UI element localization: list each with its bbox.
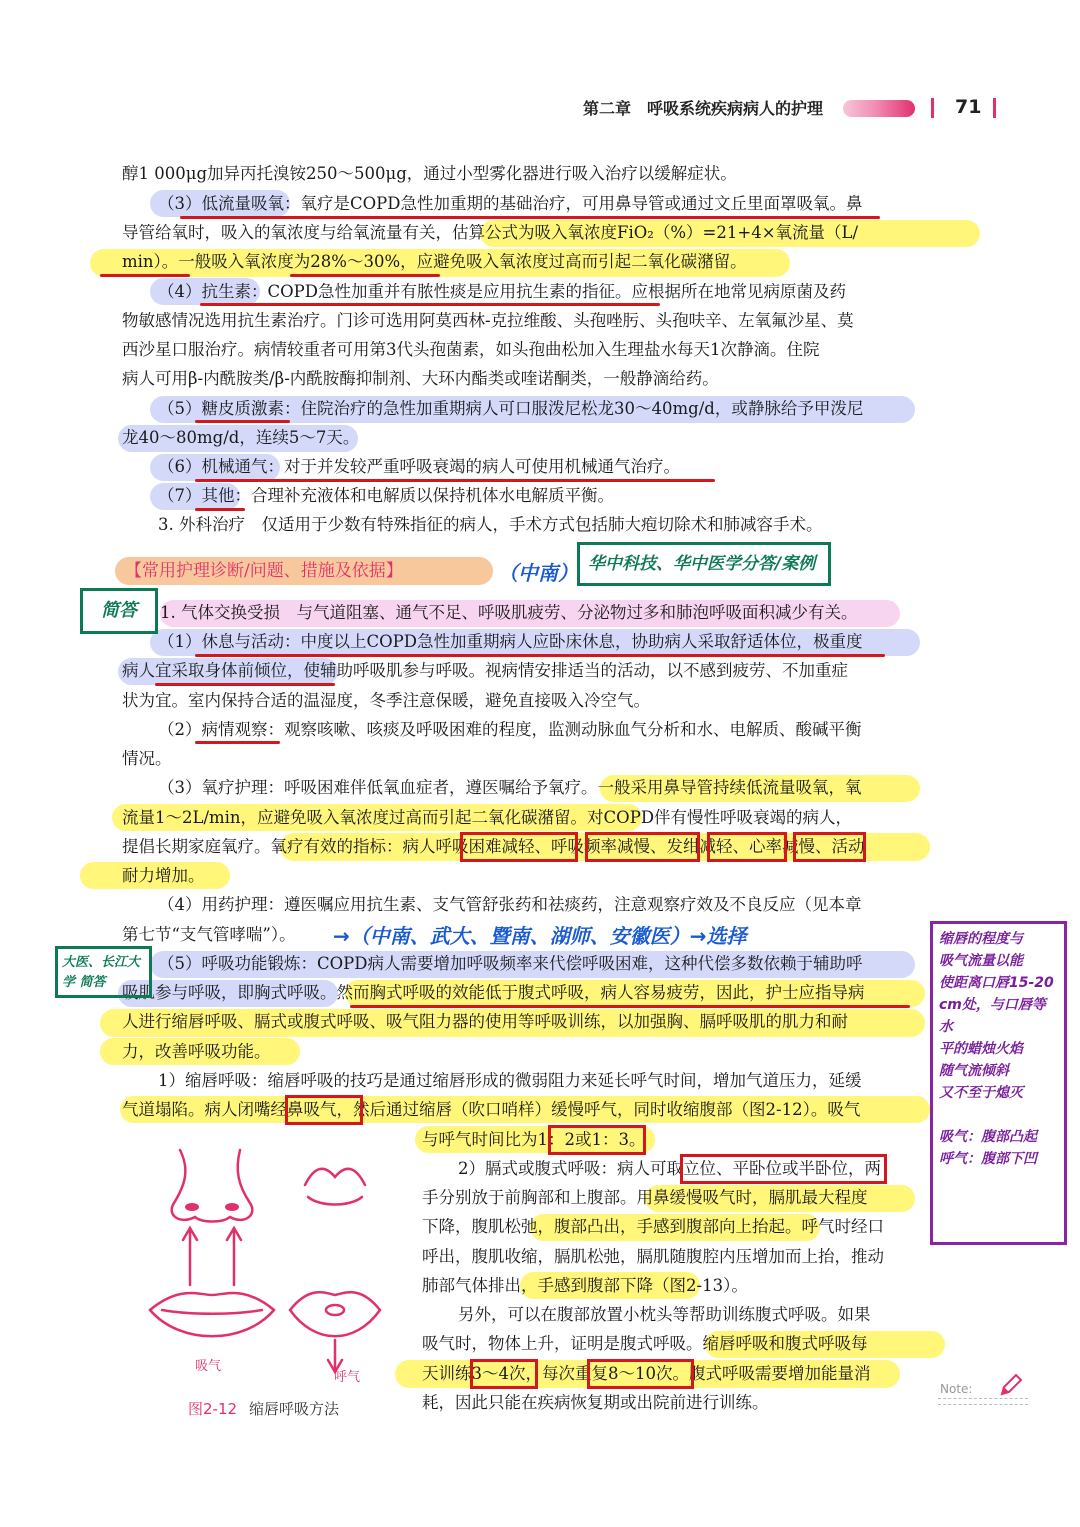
red-underline — [200, 303, 660, 306]
red-underline — [100, 274, 190, 277]
figure-number: 图2-12 — [188, 1400, 238, 1418]
red-underline — [195, 654, 885, 657]
figure-label-inhale: 吸气 — [195, 1359, 222, 1374]
text-line: 下降，腹肌松弛，腹部凸出，手感到腹部向上抬起。呼气时经口 — [422, 1217, 884, 1236]
text-line: 第七节“支气管哮喘”）。 — [122, 925, 296, 944]
text-line: 与呼气时间比为1：2或1：3。 — [422, 1130, 646, 1149]
text-line: （5）呼吸功能锻炼：COPD病人需要增加呼吸频率来代偿呼吸困难，这种代偿多数依赖于辅助呼 — [158, 954, 863, 973]
text-line: （5）糖皮质激素：住院治疗的急性加重期病人可口服泼尼松龙30～40mg/d，或静脉给予甲泼尼 — [158, 399, 864, 418]
red-box — [793, 832, 866, 862]
text-line: （4）抗生素：COPD急性加重并有脓性痰是应用抗生素的指征。应根据所在地常见病原菌及药 — [158, 282, 846, 301]
red-box — [587, 1359, 694, 1389]
red-box — [470, 1359, 538, 1389]
red-box — [680, 1154, 887, 1184]
text-line: 流量1～2L/min，应避免吸入氧浓度过高而引起二氧化碳潴留。对COPD伴有慢性呼吸衰竭的病人， — [122, 808, 853, 827]
header-decor-bar — [843, 100, 915, 117]
text-line: 人进行缩唇呼吸、膈式或腹式呼吸、吸气阻力器的使用等呼吸训练，以加强胸、膈呼吸肌的肌力和耐 — [122, 1012, 848, 1031]
text-line: 情况。 — [122, 749, 172, 768]
text-line: min）。一般吸入氧浓度为28%～30%，应避免吸入氧浓度过高而引起二氧化碳潴留。 — [122, 252, 747, 271]
red-box — [285, 1095, 363, 1125]
green-note-box: 大医、长江大学 简答 — [55, 946, 152, 998]
red-underline — [195, 741, 280, 744]
page-number: 71 — [955, 96, 982, 118]
chapter-header: 第二章 呼吸系统疾病病人的护理 — [583, 99, 824, 118]
red-box — [707, 832, 787, 862]
text-line: 另外，可以在腹部放置小枕头等帮助训练腹式呼吸。如果 — [458, 1305, 871, 1324]
text-line: 导管给氧时，吸入的氧浓度与给氧流量有关，估算公式为吸入氧浓度FiO₂（%）=21+4×氧流量（L/ — [122, 223, 859, 242]
green-note-box: 简答 — [80, 588, 158, 634]
text-line: （4）用药护理：遵医嘱应用抗生素、支气管舒张药和祛痰药，注意观察疗效及不良反应（见本章 — [158, 895, 862, 914]
text-line: 天训练3～4次，每次重复8～10次。腹式呼吸需要增加能量消 — [422, 1364, 871, 1383]
text-line: （2）病情观察：观察咳嗽、咳痰及呼吸困难的程度，监测动脉血气分析和水、电解质、酸碱平衡 — [158, 720, 862, 739]
text-line: 状为宜。室内保持合适的温湿度，冬季注意保暖，避免直接吸入冷空气。 — [122, 691, 650, 710]
handwritten-note: （中南） — [498, 561, 578, 585]
text-line: 力，改善呼吸功能。 — [122, 1042, 271, 1061]
figure-caption: 图2-12 缩唇呼吸方法 — [188, 1400, 340, 1418]
handwritten-note: →（中南、武大、暨南、湖师、安徽医）→选择 — [333, 924, 747, 948]
text-line: 病人宜采取身体前倾位，使辅助呼吸肌参与呼吸。视病情安排适当的活动，以不感到疲劳、不加重症 — [122, 661, 848, 680]
green-note-box: 华中科技、华中医学分答/案例 — [577, 542, 831, 586]
figure-label-exhale: 呼气 — [334, 1370, 361, 1385]
text-line: 吸肌参与呼吸，即胸式呼吸。然而胸式呼吸的效能低于腹式呼吸，病人容易疲劳，因此，护士应指导病 — [122, 983, 865, 1002]
red-box — [460, 832, 578, 862]
text-line: 醇1 000μg加异丙托溴铵250～500μg，通过小型雾化器进行吸入治疗以缓解症状。 — [122, 164, 737, 183]
text-line: 龙40～80mg/d，连续5～7天。 — [122, 428, 360, 447]
text-line: 1. 气体交换受损 与气道阻塞、通气不足、呼吸肌疲劳、分泌物过多和肺泡呼吸面积减少有关。 — [160, 603, 858, 622]
text-line: （6）机械通气：对于并发较严重呼吸衰竭的病人可使用机械通气治疗。 — [158, 457, 680, 476]
text-line: （7）其他：合理补充液体和电解质以保持机体水电解质平衡。 — [158, 486, 614, 505]
red-underline — [290, 274, 440, 277]
text-line: 西沙星口服治疗。病情较重者可用第3代头孢菌素，如头孢曲松加入生理盐水每天1次静滴。住院 — [122, 340, 820, 359]
text-line: （1）休息与活动：中度以上COPD急性加重期病人应卧床休息，协助病人采取舒适体位，极重度 — [158, 632, 863, 651]
text-line: 肺部气体排出，手感到腹部下降（图2-13）。 — [422, 1276, 748, 1295]
text-line: 1）缩唇呼吸：缩唇呼吸的技巧是通过缩唇形成的微弱阻力来延长呼气时间，增加气道压力，延缓 — [158, 1071, 862, 1090]
red-underline — [350, 1005, 910, 1008]
red-box — [548, 1125, 646, 1155]
text-line: 物敏感情况选用抗生素治疗。门诊可选用阿莫西林-克拉维酸、头孢唑肟、头孢呋辛、左氧氟沙星、莫 — [122, 311, 854, 330]
pursed-lip-breathing-figure — [140, 1145, 400, 1395]
text-line: 手分别放于前胸部和上腹部。用鼻缓慢吸气时，膈肌最大程度 — [422, 1188, 868, 1207]
text-line: （3）氧疗护理：呼吸困难伴低氧血症者，遵医嘱给予氧疗。一般采用鼻导管持续低流量吸氧，氧 — [158, 778, 862, 797]
note-label: Note: — [940, 1382, 973, 1396]
text-line: 吸气时，物体上升，证明是腹式呼吸。缩唇呼吸和腹式呼吸每 — [422, 1334, 868, 1353]
text-line: 提倡长期家庭氧疗。氧疗有效的指标：病人呼吸困难减轻、呼吸频率减慢、发绀减轻、心率减慢、活动 — [122, 837, 865, 856]
red-underline — [155, 683, 335, 686]
header-divider — [931, 98, 934, 118]
purple-note-box: 缩唇的程度与 吸气流量以能 使距离口唇15-20 cm处，与口唇等水 平的蜡烛火焰 随气流倾斜 又不至于熄灭 吸气：腹部凸起 呼气：腹部下凹 — [930, 921, 1067, 1245]
header-divider-right — [993, 98, 996, 118]
pencil-icon — [998, 1372, 1024, 1398]
note-line — [938, 1404, 1028, 1405]
text-line: 3. 外科治疗 仅适用于少数有特殊指征的病人，手术方式包括肺大疱切除术和肺减容手术。 — [158, 515, 823, 534]
red-box — [585, 832, 700, 862]
text-line: 病人可用β-内酰胺类/β-内酰胺酶抑制剂、大环内酯类或喹诺酮类，一般静滴给药。 — [122, 369, 719, 388]
red-underline — [195, 479, 715, 482]
text-line: （3）低流量吸氧：氧疗是COPD急性加重期的基础治疗，可用鼻导管或通过文丘里面罩吸氧。鼻 — [158, 194, 863, 213]
text-line: 气道塌陷。病人闭嘴经鼻吸气，然后通过缩唇（吹口哨样）缓慢呼气，同时收缩腹部（图2-12）。吸气 — [122, 1100, 861, 1119]
section-heading: 【常用护理诊断/问题、措施及依据】 — [115, 557, 493, 585]
text-line: 呼出，腹肌收缩，膈肌松弛，膈肌随腹腔内压增加而上抬，推动 — [422, 1247, 884, 1266]
note-line — [938, 1398, 1028, 1399]
red-underline — [195, 420, 290, 423]
text-line: 2）膈式或腹式呼吸：病人可取立位、平卧位或半卧位，两 — [458, 1159, 881, 1178]
red-underline — [195, 508, 245, 511]
text-line: 耗，因此只能在疾病恢复期或出院前进行训练。 — [422, 1393, 769, 1412]
red-underline — [180, 216, 880, 219]
text-line: 耐力增加。 — [122, 866, 205, 885]
